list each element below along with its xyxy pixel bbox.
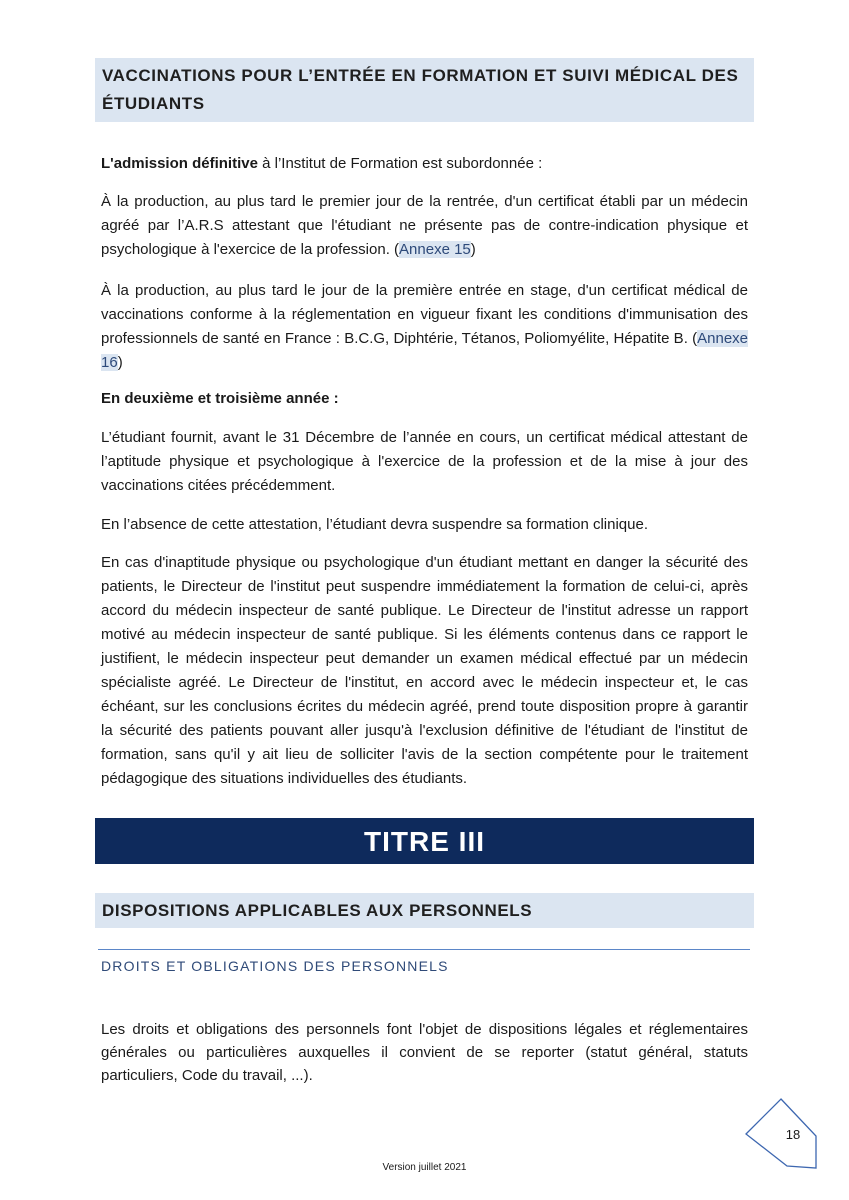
section-heading-vaccinations bbox=[95, 58, 754, 122]
paragraph-certificate-annual bbox=[101, 426, 748, 498]
section-heading-personnels bbox=[95, 893, 754, 928]
paragraph-droits bbox=[101, 1018, 748, 1087]
paragraph-text: En l’absence de cette attestation, l’étudiant devra suspendre sa formation clinique. bbox=[101, 516, 649, 533]
paragraph-close: ) bbox=[470, 241, 476, 258]
admission-bold: L'admission définitive bbox=[101, 155, 258, 172]
section-heading-text: DISPOSITIONS APPLICABLES AUX PERSONNELS bbox=[102, 901, 533, 920]
paragraph-text: En cas d'inaptitude physique ou psychologique d'un étudiant mettant en danger la sécurité des patients, le Directeur de l'institut peut suspendre immédiatement la formation de celui-ci, après accord du médecin inspecteur de santé publique. Le Directeur de l'institut adresse un rapport motivé au médecin inspecteur de santé publique. Si les éléments contenus dans ce rapport le justifient, le médecin inspecteur peut demander un examen médical effectué par un médecin spécialiste agréé. Le Directeur de l'institut, en accord avec le médecin inspecteur et, le cas échéant, sur les conclusions écrites du médecin agréé, prend toute disposition propre à garantir la sécurité des patients pouvant aller jusqu'à l'exclusion définitive de l'étudiant de l'institut de formation, sans qu'il y ait lieu de solliciter l'avis de la section compétente pour le traitement pédagogique des situations individuelles des étudiants. bbox=[101, 554, 748, 787]
annex-16-link[interactable]: Annexe 16 bbox=[101, 330, 748, 371]
paragraph-certificate bbox=[101, 190, 748, 262]
annex-15-link[interactable]: Annexe 15 bbox=[399, 241, 471, 258]
paragraph-close: ) bbox=[117, 354, 123, 371]
deuxieme-annee-heading bbox=[101, 387, 748, 411]
admission-intro bbox=[101, 152, 748, 176]
paragraph-inaptitude bbox=[101, 551, 748, 791]
paragraph-text: À la production, au plus tard le premier jour de la rentrée, d'un certificat établi par un médecin agréé par l’A.R.S attestant que l'étudiant ne présente pas de contre-indication physique et psychologique à l'exercice de la profession. ( bbox=[101, 193, 748, 258]
paragraph-vaccinations bbox=[101, 279, 748, 375]
titre-banner bbox=[95, 818, 754, 864]
footer-version: Version juillet 2021 bbox=[382, 1162, 467, 1173]
titre-text: TITRE III bbox=[364, 826, 485, 857]
subheading-droits: DROITS ET OBLIGATIONS DES PERSONNELS bbox=[101, 958, 449, 974]
paragraph-text: L’étudiant fournit, avant le 31 Décembre de l’année en cours, un certificat médical attestant de l’aptitude physique et psychologique à l'exercice de la profession et de la mise à jour des vaccinations citées précédemment. bbox=[101, 429, 748, 494]
paragraph-text: À la production, au plus tard le jour de la première entrée en stage, d'un certificat médical de vaccinations conforme à la réglementation en vigueur fixant les conditions d'immunisation des professionnels de santé en France : B.C.G, Diphtérie, Tétanos, Poliomyélite, Hépatite B. ( bbox=[101, 282, 748, 347]
deuxieme-annee-text: En deuxième et troisième année : bbox=[101, 390, 339, 407]
paragraph-absence bbox=[101, 513, 748, 537]
paragraph-text: Les droits et obligations des personnels font l'objet de dispositions légales et réglementaires générales ou particulières auxquelles il convient de se reporter (statut général, statuts particuliers, Code du travail, ...). bbox=[101, 1021, 748, 1084]
admission-rest: à l’Institut de Formation est subordonnée : bbox=[257, 155, 543, 172]
section-heading-text: VACCINATIONS POUR L’ENTRÉE EN FORMATION ET SUIVI MÉDICAL DES ÉTUDIANTS bbox=[102, 66, 739, 113]
subheading-rule bbox=[98, 949, 750, 950]
page-number: 18 bbox=[785, 1127, 801, 1142]
